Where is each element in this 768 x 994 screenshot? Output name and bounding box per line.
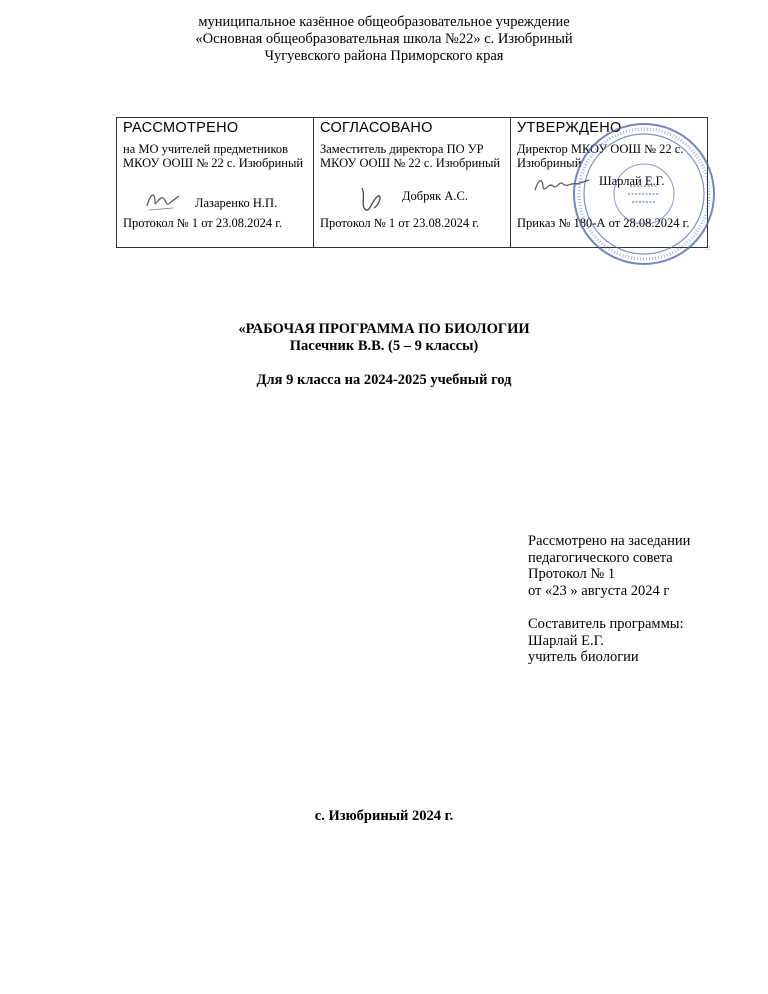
program-title: «РАБОЧАЯ ПРОГРАММА ПО БИОЛОГИИ: [238, 321, 530, 337]
considered-protocol: Протокол № 1 от 23.08.2024 г.: [123, 216, 283, 230]
agreed-protocol: Протокол № 1 от 23.08.2024 г.: [320, 216, 480, 230]
school-header: [0, 14, 768, 65]
approved-title: УТВЕРЖДЕНО: [517, 120, 622, 136]
program-author-line: Пасечник В.В. (5 – 9 классы): [289, 338, 479, 354]
official-stamp-icon: [570, 120, 718, 270]
council-line-2: педагогического совета: [528, 549, 673, 566]
considered-title: РАССМОТРЕНО: [123, 120, 239, 136]
council-line-3: Протокол № 1: [528, 566, 616, 582]
signature-icon: [356, 184, 386, 216]
approved-protocol: Приказ № 180-А от 28.08.2024 г.: [517, 216, 690, 230]
agreed-text: Заместитель директора ПО УР МКОУ ООШ № 22 с. Изюбриный: [320, 142, 501, 170]
approved-name: Шарлай Е.Г.: [599, 174, 665, 188]
corner-mark-icon: ⌐: [112, 112, 116, 118]
header-line-3: Чугуевского района Приморского края: [264, 48, 504, 64]
place-year: с. Изюбриный 2024 г.: [314, 808, 454, 824]
signature-icon: [143, 188, 183, 214]
header-line-2: «Основная общеобразовательная школа №22» с. Изюбриный: [195, 31, 573, 47]
considered-name: Лазаренко Н.П.: [195, 196, 278, 210]
approval-col-considered: [117, 118, 314, 247]
council-author-block: [528, 533, 690, 666]
approved-text: Директор МКОУ ООШ № 22 с. Изюбриный: [517, 142, 684, 170]
council-line-4: от «23 » августа 2024 г: [528, 582, 670, 599]
considered-text: на МО учителей предметников МКОУ ООШ № 22 с. Изюбриный: [123, 142, 304, 170]
approval-col-agreed: [314, 118, 511, 247]
author-name: Шарлай Е.Г.: [528, 632, 605, 649]
program-grade-year: Для 9 класса на 2024-2025 учебный год: [256, 372, 512, 388]
agreed-title: СОГЛАСОВАНО: [320, 120, 433, 136]
author-position: учитель биологии: [528, 649, 639, 665]
program-title-block: [0, 321, 768, 389]
corner-mark-icon: □: [706, 246, 710, 252]
header-line-1: муниципальное казённое общеобразовательное учреждение: [198, 14, 570, 30]
council-line-1: Рассмотрено на заседании: [528, 533, 691, 549]
author-label: Составитель программы:: [528, 616, 684, 632]
agreed-name: Добряк А.С.: [402, 189, 468, 203]
